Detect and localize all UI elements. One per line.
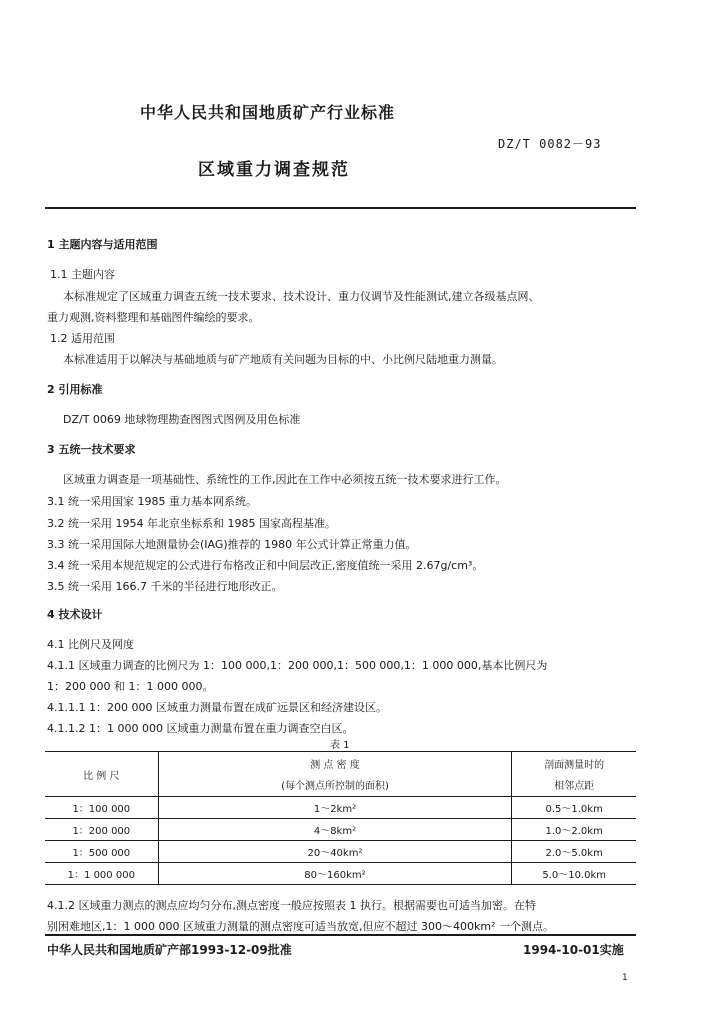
table-cell-spacing: 5.0～10.0km — [512, 863, 636, 885]
table-header-spacing-line2: 相邻点距 — [554, 781, 595, 792]
section-1-1-heading: 1.1 主题内容 — [50, 268, 115, 281]
table-cell-scale: 1：1 000 000 — [45, 863, 158, 885]
section-3-item: 3.3 统一采用国际大地测量协会(IAG)推荐的 1980 年公式计算正常重力值。 — [47, 538, 417, 551]
implementation-date: 1994-10-01实施 — [523, 943, 624, 957]
table-cell-scale: 1：500 000 — [45, 841, 158, 863]
table-cell-density: 80～160km² — [158, 863, 512, 885]
section-3-item: 3.2 统一采用 1954 年北京坐标系和 1985 国家高程基准。 — [47, 517, 336, 530]
table-row — [45, 797, 636, 819]
table-header-density-line2: (每个测点所控制的面积) — [281, 781, 389, 792]
section-1-2-text: 本标准适用于以解决与基础地质与矿产地质有关问题为目标的中、小比例尺陆地重力测量。 — [63, 353, 503, 366]
section-1-heading: 1 主题内容与适用范围 — [47, 238, 158, 251]
standard-title: 中华人民共和国地质矿产行业标准 — [140, 103, 396, 122]
section-3-intro: 区域重力调查是一项基础性、系统性的工作,因此在工作中必须按五统一技术要求进行工作。 — [63, 473, 507, 486]
table-header-density-line1: 测 点 密 度 — [310, 760, 360, 771]
section-3-item: 3.4 统一采用本规范规定的公式进行布格改正和中间层改正,密度值统一采用 2.67g/cm³。 — [47, 559, 484, 572]
table-header-spacing — [512, 752, 636, 797]
section-4-1-2-line1: 4.1.2 区域重力测点的测点应均匀分布,测点密度一般应按照表 1 执行。根据需要也可适当加密。在特 — [47, 899, 536, 912]
density-table-container — [45, 751, 636, 885]
section-1-2-heading: 1.2 适用范围 — [50, 332, 115, 345]
section-4-1-2-line2: 别困难地区,1：1 000 000 区域重力测量的测点密度可适当放宽,但应不超过 300～400km² 一个测点。 — [47, 920, 554, 933]
section-3-item: 3.1 统一采用国家 1985 重力基本网系统。 — [47, 495, 257, 508]
page-number: 1 — [622, 973, 628, 983]
section-4-1-1-1: 4.1.1.1 1：200 000 区域重力测量布置在成矿远景区和经济建设区。 — [47, 701, 387, 714]
section-4-1-1-line1: 4.1.1 区域重力调查的比例尺为 1：100 000,1：200 000,1：500 000,1：1 000 000,基本比例尺为 — [47, 659, 548, 672]
table-row — [45, 819, 636, 841]
section-4-1-heading: 4.1 比例尺及网度 — [47, 638, 134, 651]
approval-note: 中华人民共和国地质矿产部1993-12-09批准 — [47, 943, 292, 957]
section-3-heading: 3 五统一技术要求 — [47, 443, 136, 456]
table-cell-spacing: 0.5～1.0km — [512, 797, 636, 819]
table-cell-density: 20～40km² — [158, 841, 512, 863]
section-4-1-1-line2: 1：200 000 和 1：1 000 000。 — [47, 680, 214, 693]
bottom-rule — [45, 934, 636, 936]
table-header-scale: 比 例 尺 — [45, 752, 158, 797]
density-table — [45, 751, 636, 885]
table-row — [45, 841, 636, 863]
section-2-reference: DZ/T 0069 地球物理勘查图图式图例及用色标准 — [63, 413, 301, 426]
table-caption: 表 1 — [330, 740, 350, 751]
section-1-1-text-line1: 本标准规定了区域重力调查五统一技术要求、技术设计、重力仪调节及性能测试,建立各级基点网、 — [63, 290, 540, 303]
table-cell-scale: 1：200 000 — [45, 819, 158, 841]
top-rule — [45, 207, 636, 209]
table-header-density — [158, 752, 512, 797]
section-2-heading: 2 引用标准 — [47, 383, 103, 396]
standard-code: DZ/T 0082－93 — [498, 137, 602, 151]
section-1-1-text-line2: 重力观测,资料整理和基础图件编绘的要求。 — [47, 311, 260, 324]
table-cell-density: 1～2km² — [158, 797, 512, 819]
section-4-1-1-2: 4.1.1.2 1：1 000 000 区域重力测量布置在重力调查空白区。 — [47, 722, 354, 735]
table-cell-density: 4～8km² — [158, 819, 512, 841]
table-row — [45, 863, 636, 885]
table-cell-spacing: 2.0～5.0km — [512, 841, 636, 863]
document-title: 区域重力调查规范 — [198, 160, 350, 180]
table-header-row — [45, 752, 636, 797]
section-4-heading: 4 技术设计 — [47, 608, 103, 621]
table-cell-spacing: 1.0～2.0km — [512, 819, 636, 841]
table-header-spacing-line1: 剖面测量时的 — [544, 760, 605, 771]
table-cell-scale: 1：100 000 — [45, 797, 158, 819]
section-3-item: 3.5 统一采用 166.7 千米的半径进行地形改正。 — [47, 580, 283, 593]
